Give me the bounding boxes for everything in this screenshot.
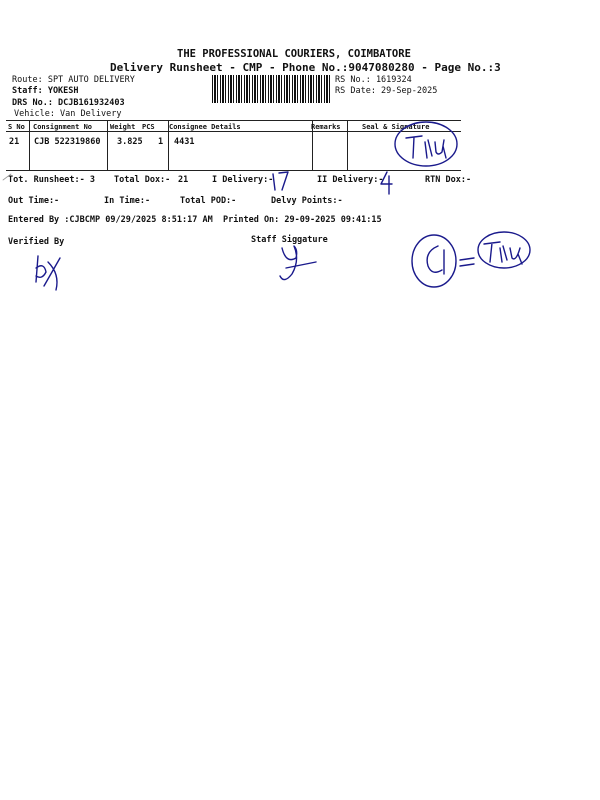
- col-divider: [347, 120, 348, 170]
- out-time-label: Out Time:-: [8, 196, 60, 206]
- entered-by: Entered By :CJBCMP 09/29/2025 8:51:17 AM: [8, 215, 213, 225]
- ii-delivery-handwriting: [378, 170, 398, 196]
- col-divider: [107, 120, 108, 170]
- total-dox-value: 21: [178, 175, 189, 185]
- header-consignment: Consignment No: [33, 123, 93, 131]
- margin-mark: [2, 170, 14, 182]
- header-seal-signature: Seal & Signature: [362, 123, 430, 131]
- row-pcs: 1: [158, 137, 164, 147]
- route-label: Route: SPT AUTO DELIVERY: [12, 75, 135, 85]
- header-consignee: Consignee Details: [169, 123, 241, 131]
- company-name: THE PROFESSIONAL COURIERS, COIMBATORE: [177, 48, 411, 60]
- i-delivery-handwriting: [270, 168, 294, 194]
- staff-label: Staff: YOKESH: [12, 86, 79, 96]
- rtn-dox-label: RTN Dox:-: [425, 175, 472, 185]
- in-time-label: In Time:-: [104, 196, 151, 206]
- barcode: [212, 75, 330, 103]
- header-remarks: Remarks: [311, 123, 341, 131]
- row-weight: 3.825: [117, 137, 143, 147]
- staff-signature-label: Staff Siggature: [251, 235, 328, 245]
- row-consignee: 4431: [174, 137, 195, 147]
- total-pod-label: Total POD:-: [180, 196, 237, 206]
- col-divider: [29, 120, 30, 170]
- runsheet-subtitle: Delivery Runsheet - CMP - Phone No.:9047080280 - Page No.:3: [110, 61, 501, 74]
- ii-delivery-label: II Delivery:-: [317, 175, 384, 185]
- seal-handwriting: [392, 118, 462, 170]
- printed-on: Printed On: 29-09-2025 09:41:15: [223, 215, 382, 225]
- row-consignment-no: CJB 522319860: [34, 137, 101, 147]
- ci-tn-handwriting: [408, 228, 536, 290]
- header-pcs: PCS: [142, 123, 155, 131]
- vehicle-label: Vehicle: Van Delivery: [14, 109, 122, 119]
- rs-number: RS No.: 1619324: [335, 75, 412, 85]
- rs-date: RS Date: 29-Sep-2025: [335, 86, 438, 96]
- total-dox-label: Total Dox:-: [114, 175, 171, 185]
- row-sno: 21: [9, 137, 20, 147]
- verified-by-label: Verified By: [8, 237, 65, 247]
- verified-signature: [30, 252, 70, 294]
- delvy-points-label: Delvy Points:-: [271, 196, 343, 206]
- staff-signature: [272, 240, 324, 288]
- header-weight: Weight: [110, 123, 136, 131]
- header-sno: S No: [8, 123, 25, 131]
- drs-number: DRS No.: DCJB161932403: [12, 98, 125, 108]
- i-delivery-label: I Delivery:-: [212, 175, 274, 185]
- tot-runsheet: Tot. Runsheet:- 3: [8, 175, 95, 185]
